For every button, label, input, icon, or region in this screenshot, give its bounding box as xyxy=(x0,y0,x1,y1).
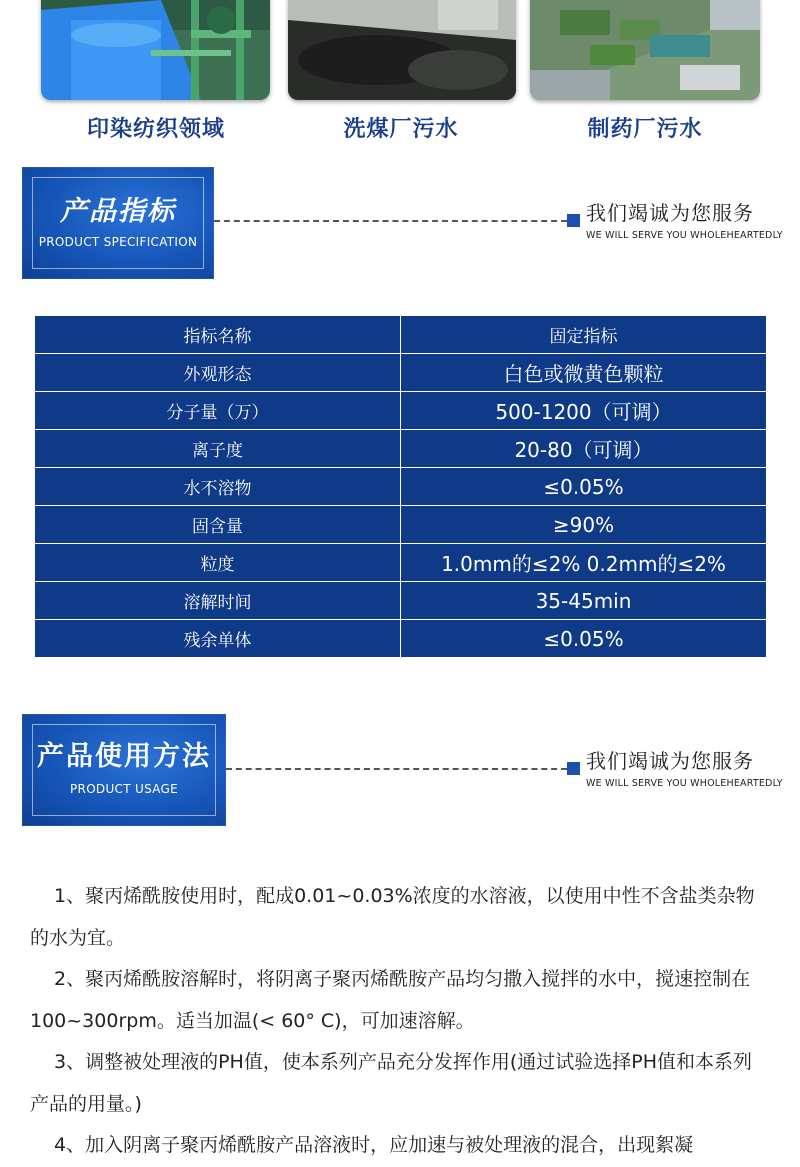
spec-name: 分子量（万） xyxy=(35,392,401,430)
divider xyxy=(214,220,567,222)
table-row xyxy=(35,430,767,468)
usage-section-subtitle: PRODUCT USAGE xyxy=(70,782,178,796)
usage-step: 3、调整被处理液的PH值，使本系列产品充分发挥作用(通过试验选择PH值和本系列产品的用量。) xyxy=(30,1051,752,1115)
spec-value: 20-80（可调） xyxy=(401,430,767,468)
spec-section-badge xyxy=(22,167,214,279)
usage-instructions xyxy=(30,876,770,1167)
table-row xyxy=(35,620,767,658)
spec-table xyxy=(34,315,767,658)
slogan: 我们竭诚为您服务 xyxy=(586,749,754,773)
usage-step: 2、聚丙烯酰胺溶解时，将阴离子聚丙烯酰胺产品均匀撒入搅拌的水中，搅速控制在100~300rpm。适当加温(< 60° C)，可加速溶解。 xyxy=(30,968,751,1032)
square-bullet-icon xyxy=(567,762,580,775)
table-row xyxy=(35,468,767,506)
usage-step: 1、聚丙烯酰胺使用时，配成0.01~0.03%浓度的水溶液，以使用中性不含盐类杂物的水为宜。 xyxy=(30,885,755,949)
spec-value: 白色或微黄色颗粒 xyxy=(401,354,767,392)
spec-name: 残余单体 xyxy=(35,620,401,658)
spec-name: 离子度 xyxy=(35,430,401,468)
spec-section-subtitle: PRODUCT SPECIFICATION xyxy=(38,235,198,249)
slogan-en: WE WILL SERVE YOU WHOLEHEARTEDLY xyxy=(586,230,783,241)
spec-value: 35-45min xyxy=(401,582,767,620)
table-row xyxy=(35,544,767,582)
table-row xyxy=(35,354,767,392)
column-header: 固定指标 xyxy=(401,316,767,354)
spec-name: 外观形态 xyxy=(35,354,401,392)
table-row xyxy=(35,582,767,620)
usage-step: 4、加入阴离子聚丙烯酰胺产品溶液时，应加速与被处理液的混合，出现絮凝 xyxy=(54,1134,694,1156)
textile-photo xyxy=(41,0,270,100)
slogan-en: WE WILL SERVE YOU WHOLEHEARTEDLY xyxy=(586,778,783,789)
divider xyxy=(226,768,567,770)
spec-name: 粒度 xyxy=(35,544,401,582)
spec-value: 1.0mm的≤2% 0.2mm的≤2% xyxy=(401,544,767,582)
usage-section-badge xyxy=(22,714,226,826)
table-row xyxy=(35,392,767,430)
application-label: 制药厂污水 xyxy=(587,117,703,142)
square-bullet-icon xyxy=(567,214,580,227)
pharma-photo xyxy=(530,0,760,100)
spec-name: 固含量 xyxy=(35,506,401,544)
spec-value: ≥90% xyxy=(401,506,767,544)
table-row xyxy=(35,506,767,544)
application-label: 印染纺织领域 xyxy=(86,117,225,142)
spec-value: ≤0.05% xyxy=(401,468,767,506)
coal-photo xyxy=(288,0,516,100)
application-label: 洗煤厂污水 xyxy=(343,117,459,142)
spec-name: 水不溶物 xyxy=(35,468,401,506)
spec-value: 500-1200（可调） xyxy=(401,392,767,430)
table-header-row xyxy=(35,316,767,354)
spec-value: ≤0.05% xyxy=(401,620,767,658)
spec-section-title: 产品指标 xyxy=(60,196,176,227)
spec-name: 溶解时间 xyxy=(35,582,401,620)
column-header: 指标名称 xyxy=(35,316,401,354)
usage-section-title: 产品使用方法 xyxy=(37,741,211,772)
slogan: 我们竭诚为您服务 xyxy=(586,201,754,225)
